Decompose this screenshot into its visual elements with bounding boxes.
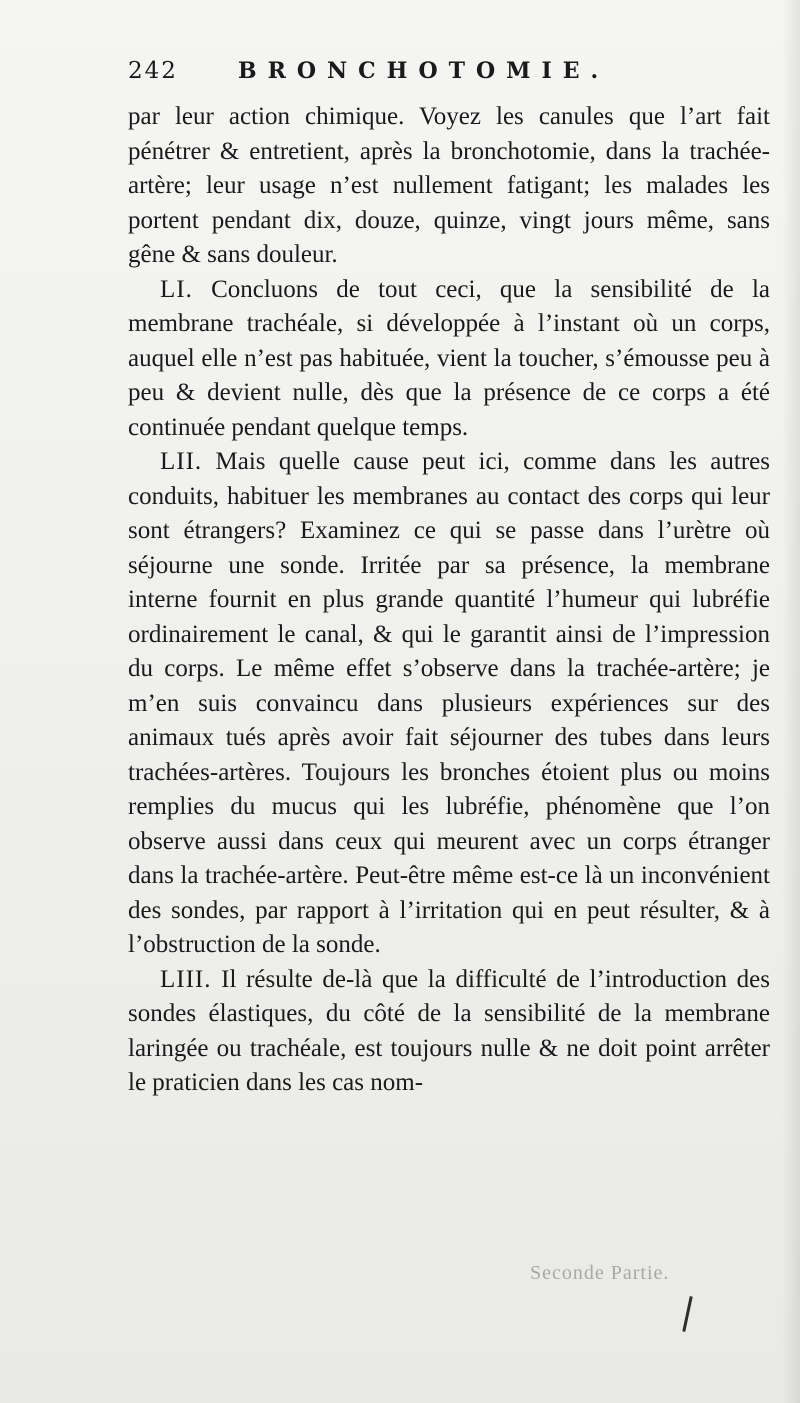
body-text [128, 100, 770, 1101]
paragraph-text: par leur action chimique. Voyez les canules que l’art fait pénétrer & entretient, après la bronchotomie, dans la trachée-artère; leur usage n’est nullement fatigant; les malades les portent pendant dix, douze, quinze, vingt jours même, sans gêne & sans douleur. [128, 103, 770, 268]
section-number: LI. [160, 275, 193, 303]
paragraph-52 [128, 445, 770, 963]
paragraph-continued [128, 100, 770, 273]
paragraph-text: Mais quelle cause peut ici, comme dans les autres conduits, habituer les membranes au contact des corps qui leur sont étrangers? Examinez ce qui se passe dans l’urètre où séjourne une sonde. Irritée par sa présence, la membrane interne fournit en plus grande quantité l’humeur qui lubréfie ordinairement le canal, & qui le garantit ainsi de l’impression du corps. Le même effet s’observe dans la trachée-artère; je m’en suis convaincu dans plusieurs expériences sur des animaux tués après avoir fait séjourner des tubes dans leurs trachées-artères. Toujours les bronches étoient plus ou moins remplies du mucus qui les lubréfie, phénomène que l’on observe aussi dans ceux qui meurent avec un corps étranger dans la trachée-artère. Peut-être même est-ce là un inconvénient des sondes, par rapport à l’irritation qui en peut résulter, & à l’obstruction de la sonde. [128, 448, 770, 958]
paragraph-51 [128, 273, 770, 446]
paragraph-text: Il résulte de-là que la difficulté de l’introduction des sondes élastiques, du côté de la sensibilité de la membrane laringée ou trachéale, est toujours nulle & ne doit point arrêter le praticien dans les cas nom- [128, 965, 770, 1096]
section-number: LII. [160, 448, 203, 475]
signature-mark: Seconde Partie. [530, 1262, 670, 1284]
section-number: LIII. [160, 965, 212, 993]
page-edge-shadow [782, 0, 800, 1403]
page-header [128, 58, 668, 92]
page-number: 242 [128, 58, 178, 84]
pencil-mark [682, 1296, 692, 1332]
paragraph-text: Concluons de tout ceci, que la sensibilité de la membrane trachéale, si développée à l’instant où un corps, auquel elle n’est pas habituée, vient la toucher, s’émousse peu à peu & devient nulle, dès que la présence de ce corps a été continuée pendant quelque temps. [128, 275, 771, 441]
paragraph-53 [128, 963, 770, 1101]
running-head: BRONCHOTOMIE. [238, 58, 610, 84]
